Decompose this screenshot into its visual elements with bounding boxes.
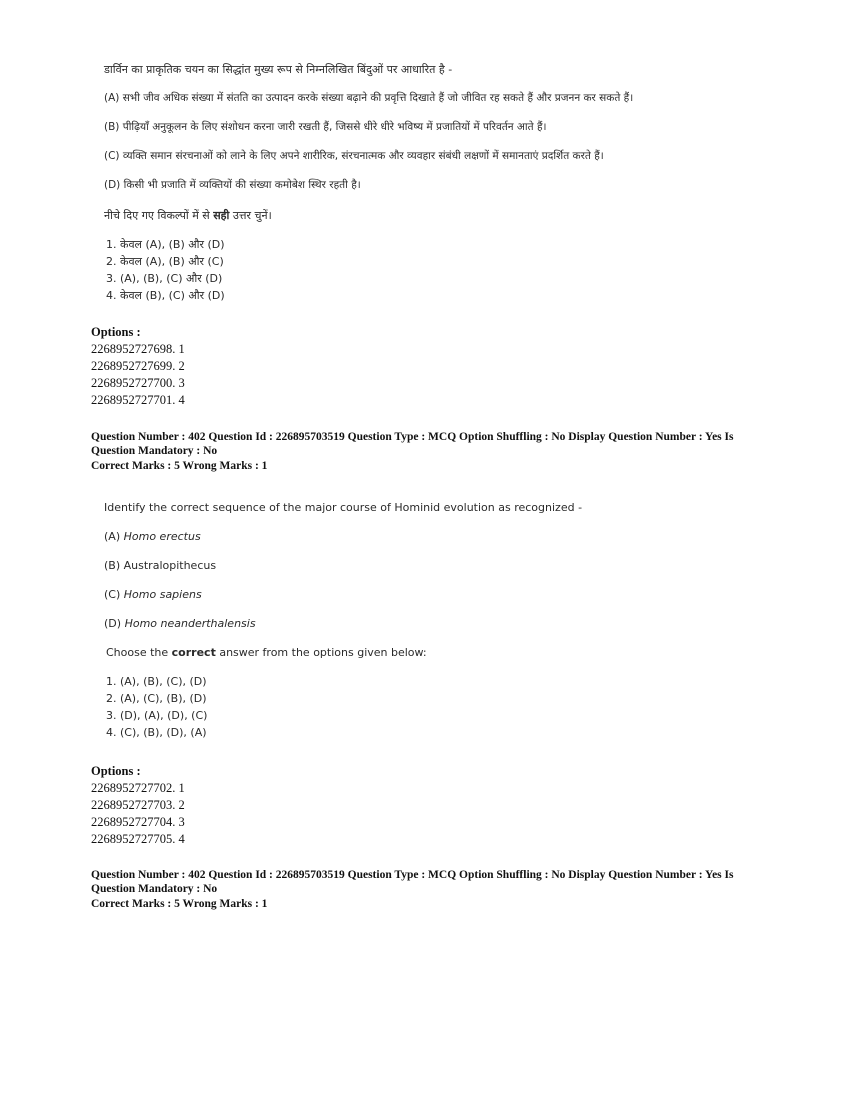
statement-b-name: Australopithecus — [123, 559, 217, 572]
statement-a-hindi: (A) सभी जीव अधिक संख्या में संतति का उत्पादन करके संख्या बढ़ाने की प्रवृत्ति दिखाते हैं जो जीवित रह सकते हैं और प्रजनन कर सकते हैं। — [104, 92, 634, 104]
question-header-line2-repeat: Question Mandatory : No — [91, 883, 218, 895]
choice-1-hindi: 1. केवल (A), (B) और (D) — [106, 238, 225, 251]
statement-d-name: Homo neanderthalensis — [124, 617, 256, 630]
statement-a-name: Homo erectus — [123, 530, 201, 543]
statement-d-label: (D) — [104, 617, 125, 630]
instruction-hindi — [104, 208, 272, 223]
statement-c-label: (C) — [104, 588, 124, 601]
instruction-hindi-post: उत्तर चुनें। — [229, 209, 272, 222]
question-stem: Identify the correct sequence of the major course of Hominid evolution as recognized - — [104, 501, 583, 514]
choice-2: 2. (A), (C), (B), (D) — [106, 692, 207, 705]
statement-c-name: Homo sapiens — [123, 588, 202, 601]
instruction-bold: correct — [171, 646, 216, 659]
question-stem-hindi: डार्विन का प्राकृतिक चयन का सिद्धांत मुख्य रूप से निम्नलिखित बिंदुओं पर आधारित है - — [104, 63, 453, 76]
statement-a-label: (A) — [104, 530, 124, 543]
option-id-7: 2268952727704. 3 — [91, 815, 185, 829]
option-id-8: 2268952727705. 4 — [91, 832, 185, 846]
choice-3: 3. (D), (A), (D), (C) — [106, 709, 208, 722]
instruction-pre: Choose the — [106, 646, 172, 659]
instruction — [106, 646, 427, 659]
choice-4: 4. (C), (B), (D), (A) — [106, 726, 207, 739]
option-id-6: 2268952727703. 2 — [91, 798, 185, 812]
instruction-hindi-bold: सही — [213, 209, 230, 222]
statement-d — [104, 617, 256, 630]
question-header-line1: Question Number : 402 Question Id : 226895703519 Question Type : MCQ Option Shuffling : No Display Question Number : Yes Is — [91, 431, 734, 443]
statement-d-hindi: (D) किसी भी प्रजाति में व्यक्तियों की संख्या कमोबेश स्थिर रहती है। — [104, 179, 361, 191]
statement-a — [104, 530, 201, 543]
option-id-1: 2268952727698. 1 — [91, 342, 185, 356]
option-id-2: 2268952727699. 2 — [91, 359, 185, 373]
statement-b-hindi: (B) पीढ़ियाँ अनुकूलन के लिए संशोधन करना जारी रखती हैं, जिससे धीरे धीरे भविष्य में प्रजातियों में परिवर्तन आते हैं। — [104, 121, 547, 133]
statement-c-hindi: (C) व्यक्ति समान संरचनाओं को लाने के लिए अपने शारीरिक, संरचनात्मक और व्यवहार संबंधी लक्षणों में समानताएं प्रदर्शित करते हैं। — [104, 150, 604, 162]
options-label: Options : — [91, 325, 141, 339]
choice-2-hindi: 2. केवल (A), (B) और (C) — [106, 255, 224, 268]
question-marks-repeat: Correct Marks : 5 Wrong Marks : 1 — [91, 898, 268, 910]
question-header-line2: Question Mandatory : No — [91, 445, 218, 457]
instruction-post: answer from the options given below: — [215, 646, 427, 659]
option-id-3: 2268952727700. 3 — [91, 376, 185, 390]
choice-1: 1. (A), (B), (C), (D) — [106, 675, 207, 688]
statement-b-label: (B) — [104, 559, 124, 572]
question-header-line1-repeat: Question Number : 402 Question Id : 226895703519 Question Type : MCQ Option Shuffling : No Display Question Number : Yes Is — [91, 869, 734, 881]
instruction-hindi-pre: नीचे दिए गए विकल्पों में से — [104, 209, 214, 222]
options-label-2: Options : — [91, 764, 141, 778]
statement-c — [104, 588, 202, 601]
option-id-4: 2268952727701. 4 — [91, 393, 185, 407]
choice-4-hindi: 4. केवल (B), (C) और (D) — [106, 289, 225, 302]
option-id-5: 2268952727702. 1 — [91, 781, 185, 795]
question-marks: Correct Marks : 5 Wrong Marks : 1 — [91, 460, 268, 472]
choice-3-hindi: 3. (A), (B), (C) और (D) — [106, 272, 223, 285]
statement-b — [104, 559, 216, 572]
